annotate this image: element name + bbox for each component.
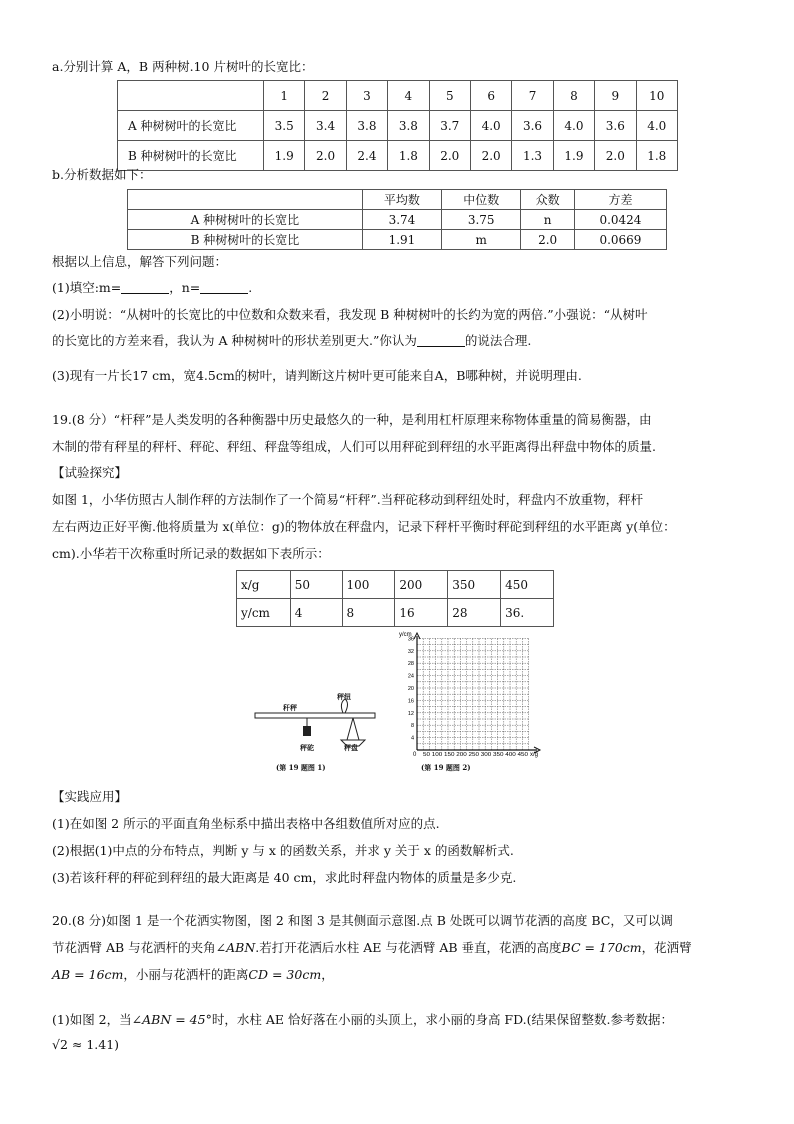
label-chengtuo: 秤砣 [300, 743, 314, 752]
q19-heading-experiment: 【试验探究】 [52, 465, 128, 480]
q19-line2: 木制的带有秤星的秤杆、秤砣、秤纽、秤盘等组成，人们可以用秤砣到秤纽的水平距离得出秤盘中物体的质量. [52, 439, 656, 454]
q19-line1: 19.(8 分）“杆秤”是人类发明的各种衡器中历史最悠久的一种，是利用杠杆原理来称物体重量的简易衡器，由 [52, 412, 652, 427]
answer-blank-n[interactable] [200, 281, 248, 294]
distance-cd: CD = 30cm [248, 967, 322, 982]
q18-part1-b: ，n= [169, 280, 201, 295]
data-cell: 200 [395, 571, 448, 599]
q18-part1-a: (1)填空:m= [52, 280, 122, 295]
data-cell: 16 [395, 599, 448, 627]
value-cell: 1.3 [512, 141, 553, 171]
value-cell: 3.4 [305, 111, 346, 141]
value-cell: 0.0669 [574, 230, 666, 250]
q20-line4 [52, 1010, 673, 1028]
q18-part2-b: 的长宽比的方差来看，我认为 A 种树树叶的形状差别更大.”你认为 [52, 333, 417, 348]
q18-part2-c: 的说法合理. [464, 333, 532, 348]
answer-blank-person[interactable] [417, 334, 465, 347]
coordinate-grid [395, 630, 545, 760]
header-cell: 5 [429, 81, 470, 111]
value-cell: 3.75 [442, 210, 521, 230]
row-label-cell: A 种树树叶的长宽比 [118, 111, 264, 141]
data-cell: 28 [448, 599, 501, 627]
scale-beam [255, 713, 375, 718]
value-cell: 3.74 [362, 210, 441, 230]
value-cell: 3.7 [429, 111, 470, 141]
q19-application-2: (2)根据(1)中点的分布特点，判断 y 与 x 的函数关系，并求 y 关于 x 的函数解析式. [52, 843, 514, 858]
figure2-caption: (第 19 题图 2) [421, 763, 471, 772]
value-cell: 2.4 [346, 141, 387, 171]
q20-line4-a: (1)如图 2，当 [52, 1012, 132, 1027]
table-row [118, 111, 678, 141]
data-cell: 350 [448, 571, 501, 599]
q19-line5: cm).小华若干次称重时所记录的数据如下表所示： [52, 546, 330, 561]
value-cell: 1.9 [264, 141, 305, 171]
value-cell: 2.0 [595, 141, 636, 171]
y-tick-label: 16 [407, 698, 414, 705]
label-ganchen: 秆秤 [283, 703, 297, 712]
q20-line2-e: ，花洒臂 [641, 940, 692, 955]
data-cell: 8 [342, 599, 395, 627]
q18-part2-line2 [52, 331, 531, 349]
value-cell: 1.8 [388, 141, 429, 171]
value-cell: 1.8 [636, 141, 677, 171]
q18-lead: 根据以上信息，解答下列问题： [52, 254, 228, 269]
header-cell: 2 [305, 81, 346, 111]
x-axis-label: x/g [530, 752, 539, 758]
table-row [237, 571, 554, 599]
header-cell: 4 [388, 81, 429, 111]
y-tick-label: 36 [407, 636, 414, 643]
value-cell: m [442, 230, 521, 250]
answer-blank-m[interactable] [121, 281, 169, 294]
y-tick-label: 28 [407, 661, 414, 668]
q18-part1-c: . [248, 280, 253, 295]
data-cell: 50 [290, 571, 342, 599]
data-cell: 450 [501, 571, 554, 599]
corner-cell [118, 81, 264, 111]
value-cell: 3.8 [346, 111, 387, 141]
section-a-intro: a.分别计算 A，B 两种树.10 片树叶的长宽比： [52, 59, 314, 74]
table-row [128, 230, 667, 250]
row-label-cell: B 种树树叶的长宽比 [118, 141, 264, 171]
value-cell: 2.0 [429, 141, 470, 171]
q19-application-3: (3)若该秆秤的秤砣到秤纽的最大距离是 40 cm，求此时秤盘内物体的质量是多少克. [52, 870, 517, 885]
table-row [118, 81, 678, 111]
header-cell: 方差 [574, 190, 666, 210]
q18-part1 [52, 278, 252, 296]
y-axis-label: y/cm [399, 632, 412, 638]
table-row [128, 190, 667, 210]
q19-application-1: (1)在如图 2 所示的平面直角坐标系中描出表格中各组数值所对应的点. [52, 816, 440, 831]
height-bc: BC = 170cm [561, 940, 642, 955]
value-cell: 1.9 [553, 141, 594, 171]
origin-label: 0 [413, 752, 417, 758]
q19-line3: 如图 1，小华仿照古人制作秤的方法制作了一个简易“杆秤”.当秤砣移动到秤纽处时，秤盘内不放重物，秤杆 [52, 492, 644, 507]
q18-part2-line1: (2)小明说：“从树叶的长宽比的中位数和众数来看，我发现 B 种树树叶的长约为宽的两倍.”小强说：“从树叶 [52, 307, 648, 322]
header-cell: 8 [553, 81, 594, 111]
value-cell: 2.0 [305, 141, 346, 171]
value-cell: 2.0 [521, 230, 575, 250]
angle-abn: ∠ABN [215, 940, 256, 955]
value-cell: 4.0 [470, 111, 511, 141]
y-tick-label: 8 [410, 723, 414, 730]
y-tick-label: 32 [407, 648, 414, 655]
angle-abn-45: ∠ABN = 45° [131, 1012, 212, 1027]
header-cell: 9 [595, 81, 636, 111]
data-cell: y/cm [237, 599, 291, 627]
value-cell: 3.8 [388, 111, 429, 141]
header-cell: 众数 [521, 190, 575, 210]
q20-line2-a: 节花洒臂 AB 与花洒杆的夹角 [52, 940, 216, 955]
data-cell: 4 [290, 599, 342, 627]
header-cell: 7 [512, 81, 553, 111]
value-cell: 3.6 [512, 111, 553, 141]
header-cell: 中位数 [442, 190, 521, 210]
header-cell: 平均数 [362, 190, 441, 210]
q20-line2 [52, 938, 692, 956]
q19-heading-application: 【实践应用】 [52, 789, 128, 804]
statistics-table [127, 189, 667, 250]
value-cell: 1.91 [362, 230, 441, 250]
corner-cell [128, 190, 363, 210]
header-cell: 6 [470, 81, 511, 111]
section-b-intro: b.分析数据如下： [52, 167, 152, 182]
y-tick-label: 12 [407, 710, 414, 717]
q20-line5: √2 ≈ 1.41) [52, 1037, 120, 1052]
q20-line1: 20.(8 分)如图 1 是一个花洒实物图，图 2 和图 3 是其侧面示意图.点 B 处既可以调节花洒的高度 BC，又可以调 [52, 913, 673, 928]
x-tick-labels: 50 100 150 200 250 300 350 400 450 [423, 752, 529, 758]
value-cell: n [521, 210, 575, 230]
y-tick-label: 4 [410, 735, 414, 742]
q20-line3 [52, 965, 334, 983]
label-chengpan: 秤盘 [344, 743, 358, 752]
q20-line4-c: 时，水柱 AE 恰好落在小丽的头顶上，求小丽的身高 FD.(结果保留整数.参考数据： [211, 1012, 673, 1027]
table-row [118, 141, 678, 171]
value-cell: 2.0 [470, 141, 511, 171]
label-chengniu: 秤纽 [337, 692, 351, 701]
data-cell: 100 [342, 571, 395, 599]
row-label-cell: B 种树树叶的长宽比 [128, 230, 363, 250]
header-cell: 1 [264, 81, 305, 111]
table-row [237, 599, 554, 627]
header-cell: 10 [636, 81, 677, 111]
q18-part3: (3)现有一片长17 cm，宽4.5cm的树叶，请判断这片树叶更可能来自A，B哪种树，并说明理由. [52, 368, 582, 383]
value-cell: 3.6 [595, 111, 636, 141]
q20-line3-d: ， [321, 967, 334, 982]
pan-string-left [347, 718, 353, 740]
figure1-caption: (第 19 题图 1) [276, 763, 326, 772]
value-cell: 0.0424 [574, 210, 666, 230]
leaf-ratio-table [117, 80, 678, 171]
q19-line4: 左右两边正好平衡.他将质量为 x(单位：g)的物体放在秤盘内，记录下秤杆平衡时秤砣到秤纽的水平距离 y(单位： [52, 519, 676, 534]
steelyard-figure [245, 690, 385, 750]
q20-line3-b: ，小丽与花洒杆的距离 [123, 967, 249, 982]
row-label-cell: A 种树树叶的长宽比 [128, 210, 363, 230]
y-tick-label: 24 [407, 673, 414, 680]
value-cell: 4.0 [553, 111, 594, 141]
data-cell: x/g [237, 571, 291, 599]
data-cell: 36. [501, 599, 554, 627]
pan-string-right [353, 718, 359, 740]
weighing-data-table [236, 570, 554, 627]
value-cell: 4.0 [636, 111, 677, 141]
table-row [128, 210, 667, 230]
arm-ab: AB = 16cm [52, 967, 124, 982]
header-cell: 3 [346, 81, 387, 111]
y-tick-label: 20 [407, 686, 414, 692]
counterweight-icon [303, 726, 311, 736]
q20-line2-c: .若打开花洒后水柱 AE 与花洒臂 AB 垂直，花洒的高度 [255, 940, 562, 955]
value-cell: 3.5 [264, 111, 305, 141]
